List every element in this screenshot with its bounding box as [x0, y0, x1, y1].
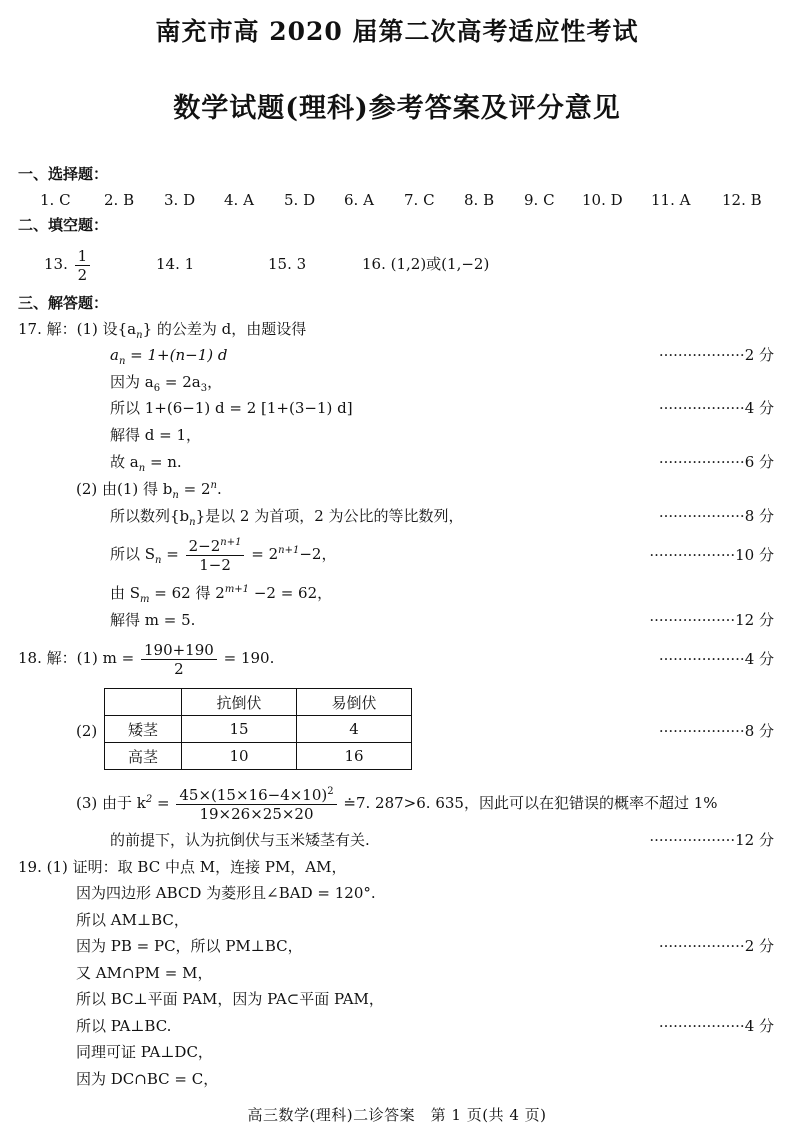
score-value: 2 分 — [744, 937, 774, 955]
score-mark — [649, 544, 774, 566]
text: 故 a — [110, 453, 139, 471]
text: }是以 2 为首项，2 为公比的等比数列， — [195, 507, 464, 525]
subscript: 6 — [153, 383, 161, 394]
q19-line-6: 所以 BC⊥平面 PAM，因为 PA⊂平面 PAM， — [76, 990, 384, 1008]
choice-answer: 4. A — [224, 191, 254, 209]
score-mark — [659, 505, 774, 527]
score-mark — [659, 648, 774, 670]
choice-answer: 12. B — [722, 191, 762, 209]
table-cell: 15 — [182, 716, 297, 743]
choice-answer: 8. B — [464, 191, 495, 209]
text: 所以 S — [110, 545, 156, 563]
score-mark — [659, 397, 774, 419]
dot-leader: ·················· — [658, 399, 745, 417]
table-cell: 矮茎 — [105, 716, 182, 743]
text: = n. — [145, 453, 182, 471]
q19-line-9: 因为 DC∩BC = C， — [76, 1070, 219, 1088]
subscript: m — [140, 594, 150, 605]
q17-line-5: 解得 d = 1， — [110, 426, 202, 444]
text: (3) 由于 k — [76, 794, 146, 812]
exam-title: 南充市高 2020 届第二次高考适应性考试 — [155, 17, 639, 46]
subscript: n — [118, 356, 126, 367]
score-mark — [649, 609, 774, 631]
choice-answer: 1. C — [40, 191, 71, 209]
score-value: 4 分 — [744, 399, 774, 417]
text: 18. 解：(1) m = — [18, 649, 135, 667]
q19-line-2: 因为四边形 ABCD 为菱形且∠BAD = 120°. — [76, 884, 376, 902]
text: 17. 解：(1) 设{a — [18, 320, 137, 338]
superscript: 2 — [327, 785, 334, 797]
table-row — [105, 743, 412, 770]
fill-answer-14: 14. 1 — [156, 255, 195, 273]
text: } 的公差为 d，由题设得 — [142, 320, 307, 338]
fill-answer-16: 16. (1,2)或(1,−2) — [362, 255, 490, 273]
dot-leader: ·················· — [658, 937, 745, 955]
dot-leader: ·················· — [658, 453, 745, 471]
q18-line-1 — [18, 640, 274, 678]
section-solve-heading: 三、解答题： — [18, 294, 109, 312]
text: = 2a — [160, 373, 201, 391]
choice-answer: 6. A — [344, 191, 374, 209]
q19-line-7: 所以 PA⊥BC. — [76, 1017, 172, 1035]
q17-line-9 — [110, 536, 336, 574]
text: = 2 — [178, 480, 211, 498]
dot-leader: ·················· — [649, 831, 736, 849]
text: = 1+(n−1) d — [125, 346, 228, 364]
q19-line-3: 所以 AM⊥BC， — [76, 911, 189, 929]
text: −2 = 62， — [249, 584, 333, 602]
score-value: 8 分 — [744, 722, 774, 740]
q17-line-8 — [110, 505, 464, 527]
choice-answer: 3. D — [164, 191, 196, 209]
text: = 62 得 2 — [149, 584, 225, 602]
text: = 190. — [223, 649, 275, 667]
q17-line-6 — [110, 451, 182, 473]
contingency-table — [104, 688, 412, 770]
table-header-row — [105, 689, 412, 716]
text: a — [110, 346, 119, 364]
text: = 2 — [251, 545, 279, 563]
score-mark — [649, 829, 774, 851]
q18-line-4: 的前提下，认为抗倒伏与玉米矮茎有关. — [110, 831, 370, 849]
q17-line-4: 所以 1+(6−1) d = 2 [1+(3−1) d] — [110, 399, 353, 417]
text: = — [161, 545, 179, 563]
score-value: 6 分 — [744, 453, 774, 471]
dot-leader: ·················· — [658, 650, 745, 668]
fraction — [186, 537, 245, 574]
superscript: m+1 — [224, 584, 250, 595]
fill-answer-13-label: 13. — [44, 255, 68, 273]
score-value: 2 分 — [744, 346, 774, 364]
superscript: 2 — [145, 794, 153, 805]
dot-leader: ·················· — [658, 507, 745, 525]
table-cell: 4 — [297, 716, 412, 743]
fill-answer-15: 15. 3 — [268, 255, 307, 273]
subscript: n — [138, 463, 146, 474]
table-header-cell: 易倒伏 — [297, 689, 412, 716]
table-cell: 高茎 — [105, 743, 182, 770]
table-cell: 16 — [297, 743, 412, 770]
subscript: n — [155, 555, 162, 566]
text: 45×(15×16−4×10) — [179, 785, 328, 804]
text: 因为 a — [110, 373, 154, 391]
text: −2， — [299, 545, 337, 563]
q19-line-1: 19. (1) 证明：取 BC 中点 M，连接 PM，AM， — [18, 858, 347, 876]
q19-line-8: 同理可证 PA⊥DC， — [76, 1043, 213, 1061]
q18-part-2-label: (2) — [76, 722, 98, 740]
text: 所以数列{b — [110, 507, 190, 525]
page-footer: 高三数学(理科)二诊答案 第 1 页(共 4 页) — [247, 1106, 547, 1124]
score-value: 12 分 — [735, 831, 774, 849]
document-subtitle: 数学试题(理科)参考答案及评分意见 — [173, 93, 621, 124]
score-value: 10 分 — [735, 546, 774, 564]
q17-line-1 — [18, 318, 306, 340]
text: (2) 由(1) 得 b — [76, 480, 173, 498]
choice-answer: 2. B — [104, 191, 135, 209]
table-header-cell: 抗倒伏 — [182, 689, 297, 716]
fraction-denominator: 2 — [77, 265, 88, 284]
fraction-denominator: 2 — [174, 659, 184, 678]
dot-leader: ·················· — [658, 346, 745, 364]
score-mark — [659, 451, 774, 473]
score-mark — [659, 1015, 774, 1037]
subscript: 3 — [200, 383, 208, 394]
choice-answer: 5. D — [284, 191, 316, 209]
fraction-denominator: 1−2 — [199, 555, 231, 574]
table-row — [105, 716, 412, 743]
subscript: n — [189, 517, 196, 528]
subscript: n — [172, 490, 179, 501]
score-value: 8 分 — [744, 507, 774, 525]
fraction-numerator: 1 — [75, 247, 91, 266]
q17-line-7 — [76, 478, 222, 500]
score-value: 4 分 — [744, 1017, 774, 1035]
fill-answer-13 — [44, 246, 92, 284]
q19-line-4: 因为 PB = PC，所以 PM⊥BC， — [76, 937, 303, 955]
text: . — [216, 480, 222, 498]
subscript: n — [136, 330, 143, 341]
fraction — [75, 247, 91, 284]
choice-answer: 7. C — [404, 191, 435, 209]
score-mark — [659, 935, 774, 957]
fraction — [141, 641, 217, 678]
superscript: n+1 — [278, 545, 300, 556]
q17-line-3 — [110, 371, 222, 393]
superscript: n — [210, 480, 217, 491]
score-mark — [659, 720, 774, 742]
q17-line-11: 解得 m = 5. — [110, 611, 196, 629]
fraction-numerator — [176, 786, 336, 805]
score-value: 12 分 — [735, 611, 774, 629]
choice-answer: 11. A — [651, 191, 691, 209]
superscript: n+1 — [220, 536, 242, 548]
table-header-cell — [105, 689, 182, 716]
q18-line-3 — [76, 785, 718, 823]
text: 由 S — [110, 584, 141, 602]
fraction — [176, 786, 336, 823]
q19-line-5: 又 AM∩PM = M， — [76, 964, 213, 982]
dot-leader: ·················· — [658, 722, 745, 740]
dot-leader: ·················· — [649, 546, 736, 564]
choice-answer: 10. D — [582, 191, 623, 209]
fraction-numerator — [186, 537, 245, 556]
fraction-denominator: 19×26×25×20 — [199, 804, 314, 823]
fraction-numerator: 190+190 — [141, 641, 217, 660]
q17-line-10 — [110, 582, 332, 604]
score-value: 4 分 — [744, 650, 774, 668]
text: = — [152, 794, 170, 812]
section-fill-heading: 二、填空题： — [18, 216, 109, 234]
text: ， — [207, 373, 223, 391]
section-choice-heading: 一、选择题： — [18, 165, 109, 183]
dot-leader: ·················· — [658, 1017, 745, 1035]
dot-leader: ·················· — [649, 611, 736, 629]
q17-line-2 — [110, 344, 227, 366]
table-cell: 10 — [182, 743, 297, 770]
text: 2−2 — [188, 536, 221, 555]
choice-answer: 9. C — [524, 191, 555, 209]
text: ≐7. 287>6. 635，因此可以在犯错误的概率不超过 1% — [343, 794, 718, 812]
score-mark — [659, 344, 774, 366]
